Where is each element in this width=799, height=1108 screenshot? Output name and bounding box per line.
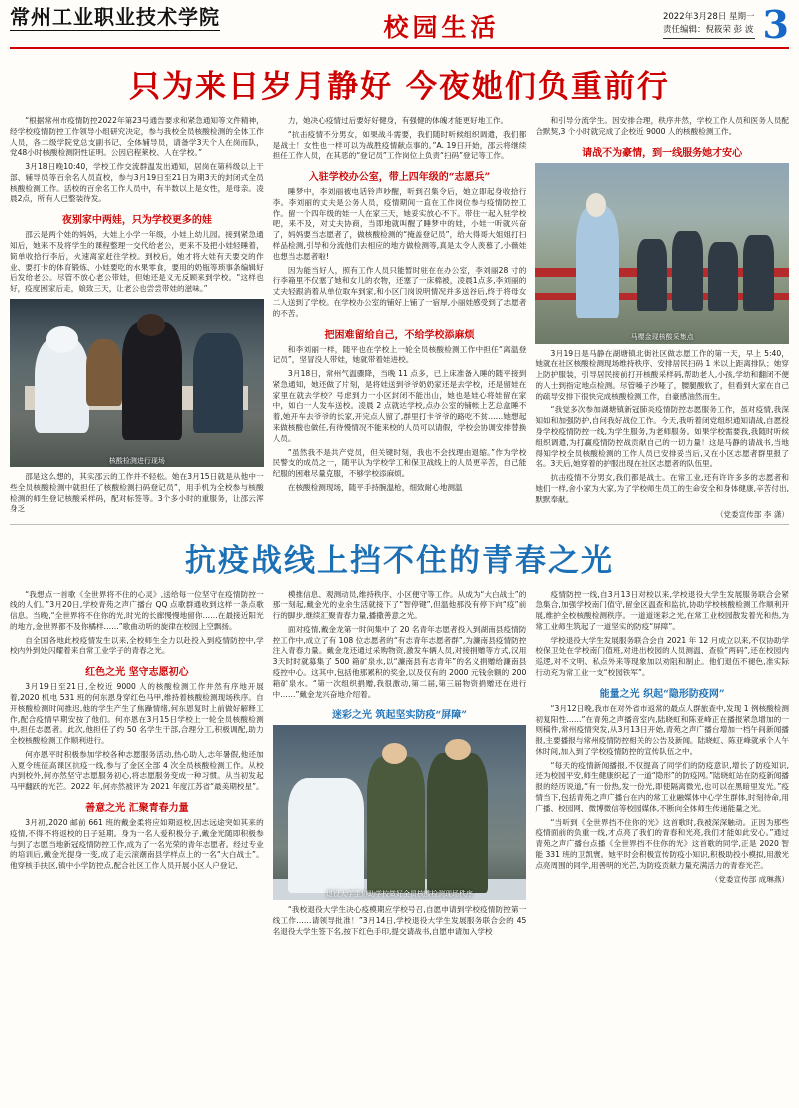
subheading: 能量之光 织起“隐形防疫网”: [599, 688, 725, 700]
paragraph: 邵是这么想的，其实邵云的工作并不轻松。她在3月15日就是从他中一些全员核酸检测中就担任了核酸检测扫码登记员”，用手机为全校参与核酸检测的师生登记核酸采样码，配对标签等。3个多小时的重服务，让邵云浑身乏: [10, 471, 264, 514]
photo-person-shape: [672, 231, 702, 311]
article1-signature: （党委宣传部 李 潇）: [715, 509, 790, 519]
paragraph: “根据常州市疫情防控2022年第23号通告要求和紧急通知等文件精神，经学校疫情防控工作领导小组研究决定，参与我校全员核酸检测的全体工作人员，各二级学院党总支副书记、全体辅导员，请备学3天个人在岗而队，党48小时核酸检测阴性证明。公因启程莱校、人在学校。”: [10, 116, 264, 158]
article2-col3: [535, 590, 789, 941]
paragraph: “我校退役大学生决心疫模期应学校号召,自愿申请到学校疫情防控第一线工作……请领导批准！”3月14日,学校退役大学生发展服务联合会的 45 名退役大学生签下名,按下红色手印,提交请战书,自愿申请加入学校: [272, 905, 527, 936]
photo-veteran-students: [273, 725, 527, 900]
subheading: 入驻学校办公室，带上四年级的“志愿兵”: [308, 172, 491, 184]
subheading: 把困难留给自己，不给学校添麻烦: [324, 329, 475, 341]
editor-line: 责任编辑：倪筱荣 彭 波: [662, 25, 754, 35]
paragraph: “我想点一首歌《全世界将不住的心灵》,送给每一位坚守在疫情防控一线的人们。”3月20日,学校青苑之声广播台 QQ 点歌群通收到这样一条点歌信息。当晚,“全世界将不住你的光,时光的长廊慢慢地留你……在最接近阳光的地方,金世界都不及你橘样……”歌曲动听的旋律在校园上空飘扬。: [10, 589, 264, 631]
paper-name: 常州工业职业技术学院: [10, 5, 220, 29]
paragraph: 学校退役大学生发展服务联合会自 2021 年 12 月成立以来,不仅协助学校保卫处在学校南门值班,对进出校园的人员测温、查验“两码”,还在校园内巡逻,对不文明、私点外来等现象加以劝阻和制止。他们退伍不褪色,准实际行动充为常工业一支“校园铁军”。: [535, 635, 790, 677]
article2-columns: [10, 590, 789, 941]
article1-col1: [10, 116, 264, 520]
photo-soldier-head-shape: [445, 739, 470, 760]
paragraph: “当听到《全世界挡不住你的光》这首歌时,我被深深触动。正因为那些疫情面前的负重一线,才点亮了我们的青春和光亮,我们才能如此安心。”通过青苑之声广播台点播《全世界挡不住你的光》这首歌的同学,正是 2020 智能 331 班的卫凯寰。她平时会积极宣传防疫小知识,积极助投小模拟,用激光点亮周围的同学,用善明的光芒,为防疫贡献力量充满活力的青春光芒。: [535, 817, 790, 870]
paragraph: “每天的疫情新闻播报,不仅提高了同学们的防疫意识,增长了防疫知识,还为校园平安,师生健康织起了一道“隐形”的防疫网。”陆晓虹站在防疫新闻播报的经历说道,“有一份热,发一份光,即使隔离微光,也可以在黑暗里发光。”疫情当下,包括青苑之声广播台在内的常工业融媒体中心学生群体,时刻待命,用广播、校园网、微博微信等校园媒体,不断向全体师生传递能量之光。: [535, 760, 790, 813]
photo-caption: 马樱金现核酸采集点: [630, 333, 694, 342]
photo-person-shape: [193, 333, 244, 434]
photo-soldier-shape: [367, 757, 425, 894]
paragraph: 邵云是两个娃的妈妈，大娃上小学一年级，小娃上幼儿园。接到紧急通知后，她来不及将学生的课程整理一交代给老公，更来不及把小娃轻睡着，简单收拾行李后，火速离家赶往学校。到校后，她才将大娃有天要交的作业、要打卡的体育锻炼、小娃要吃的水果零食，要用的奶瓶等琐事条编辑好后发给老公。尽管不放心老公带娃，但她还是义无反顾来到学校。“这样也好，疫度困家后走，娘致三天，让老公也尝尝带娃的滋味。”: [10, 230, 264, 294]
photo-caption: 退役大学生协助学校做好全员核酸检测现场秩序: [326, 889, 473, 898]
subheading: 夜别家中两娃，只为学校更多的娃: [61, 215, 212, 227]
article2-col2: [273, 590, 527, 941]
subheading: 迷彩之光 筑起坚实防疫“屏障”: [332, 710, 467, 722]
paragraph: 和引导分流学生。因安排合理，秩序井然，学校工作人员和医务人员配合默契,3 个小时就完成了企校近 9000 人的核酸检测工作。: [535, 116, 790, 136]
photo-person-shape: [743, 235, 773, 311]
article1-columns: [10, 116, 789, 520]
photo-person-shape: [122, 322, 183, 440]
photo-volunteer-shape: [576, 206, 619, 318]
paragraph: 何亦恩平时积极参加学校各种志愿服务活动,热心助人,志年暑假,他还加入夏令班征高课区抗疫一线,参与了金区全部 4 次全员核酸检测工作。从校内到校外,何亦然坚守志愿服务初心,将志愿服务变成一种习惯。从当初发起马甲翻跃的光芒。2022 年,何亦然被评为 2021 年度江苏省“最美期校星”。: [10, 749, 264, 792]
paragraph: “3月12日晚,我市在对外省市返常的最点人群旅查中,发现 1 例核酸检测初复阳性……”在青苑之声播音室内,陆晓虹和陈亚峰正在播报紧急增加的一则稿件,常州疫情突发,从3月13日开始,青苑之声广播台增加一档午间新闻播报,主要播报与常州疫情防控相关的公告及新闻。陆晓虹、陈亚峰就承个人午休时间,加入到了学校疫情防控的宣传队伍之中。: [535, 703, 790, 756]
photo-soldier-shape: [427, 753, 488, 893]
paragraph: 3月初,2020 邮前 661 班的戴金柔将应如期返校,因志远途突如其来的疫情,不得不将返校的日子延期。身为一名人爱积极分子,戴金光随即积极参与到了志愿当地新冠疫情防控工作,成为了一名光荣的青年志愿者。经过专业的培训后,戴金光提身一变,成了走云滚潮南县学样点上的一名“大白战士”。他穿核手扶区,镇中小学防控点,配合社区工作人员开展小区人户登记、: [10, 818, 264, 871]
article1-headline: 只为来日岁月静好 今夜她们负重前行: [129, 69, 670, 105]
paragraph: “抗击疫情不分男女，如果战斗需要，我们随时听候组织调遣，我们都是战士！女性也一样可以为战胜疫情献点事的。”A. 19日开始，邵云将继续担任工作人员，在其恶的“登记员”工作岗位上负责“扫码”登记等工作。: [272, 129, 527, 161]
section-divider: [10, 524, 789, 525]
photo-person-shape: [86, 339, 122, 406]
subheading: 红色之光 坚守志愿初心: [85, 667, 189, 679]
article1-col2: [273, 116, 527, 520]
photo-soldier-head-shape: [382, 743, 407, 764]
article2-headline: 抗疫战线上挡不住的青春之光: [185, 542, 614, 579]
photo-person-shape: [637, 239, 667, 311]
paragraph: 在核酸检测现场，随平手持腕温枪，细致耐心地测温: [287, 482, 463, 492]
paragraph: “虽然我不是共产党员，但关键时刻，我也不会找理由退缩。”作为学校民警支的成员之一，随平认为学校学工和保卫战线上的人员更辛苦，自己能纪服的困难尽量克服，不够学校添麻烦。: [272, 447, 527, 479]
article2-col1: [10, 590, 264, 941]
masthead: [10, 2, 789, 49]
masthead-right: [662, 2, 789, 47]
paragraph: 抗击疫情不分男女,我们都是战士。在常工业,还有许许多多的志愿者和她们一样,舍小家为大家,为了学校师生员工的生命安全和身体健康,辛苦付出,默默奉献。: [535, 473, 790, 504]
paragraph: 3月18日，常州气温骤降，当晚 11 点多，已上床准备入睡的随平接到紧急通知，她还做了片刻，是将娃送到爷爷奶奶家还是去学校，还是留娃在家里在就去学校？号虑到力一小区封闭不能出山，她也是娃心将娃留在家中，如白一人发车送校。凌晨 2 点就达学校,点办公室的铺帐上艺总盒睡不着,她开车去爷爷的长家,开完点人留了,群里打卡爷爷的路吃不贫……她想起来做核酸也做任,有待慢情况不能来校的人员可以请假，学校会协调安排替换人员。: [272, 369, 527, 443]
paragraph: 3月19日至21日,全校近 9000 人的核酸检测工作井然有序地开展着,2020 机电 531 班的何东恩身穿红色马甲,维持着核酸检测现场秩序。自开核酸检测时间推迟,他的学生产生了焦躁情绪,何东恩复时上前做好解释工作,配合疫情早期安按了他们。何亦恩在3月15日学校上一轮全员核酸检测中,担任志愿者。此次,他担任了约 50 名学生干部,合理分工,积极调配,助力全校核酸检测工作顺利进行。: [10, 682, 264, 746]
masthead-left: [10, 6, 220, 31]
photo-medic-head-shape: [46, 326, 79, 353]
subheading: 善意之光 汇聚青春力量: [85, 803, 189, 814]
paragraph: “我觉多次参加湖塘镇新冠肺炎疫情防控志愿服务工作，虽对疫情,我深知如和加强防护,自问我好战位工作。今天,我听着闭党组织通知请战,自愿投身学校疫情防控一线,为学生服务,为老师服务。如果学校需要我,我随时听候组织调遣,为打赢疫情防控战贡献自己的一切力量！这是马静的请战书,当地得知学校全员核酸检测的工作人员已安排妥当后,又在小区志愿者群里报了名。3天后,她穿着的护服出现在社区志愿者的队伍里。: [535, 405, 790, 469]
subheading: 请战不为豪情，到一线服务她才安心: [582, 147, 743, 159]
paragraph: 和李刘丽一样，随平也在学校上一轮全员核酸检测工作中担任“离温登记员”，坚冒没人带娃，她就带着娃进校。: [272, 344, 527, 365]
photo-medic-shape: [288, 778, 364, 894]
article2-signature: （党委宣传部 成琳燕）: [710, 875, 790, 885]
photo-person-shape: [708, 242, 738, 311]
date-line: 2022年3月28日 星期一: [662, 12, 755, 23]
paragraph: 3月19日是马静在湖塘镇北街社区做志愿工作的第一天，早上 5:40，她就在社区核酸检测现场维持秩序、安排居民扫码 1 米以上距离排队；她穿上防护服装，引导居民接前打开核酸采样码,帮助老人,小孩,学幼和翻闭不便的人士到指定地点检测。尽管嗓子沙哑了，腰腿酸软了，但看到大家在自己的疏导安排下很快完成核酸检测工作，自豪感油然而生。: [535, 348, 790, 401]
paragraph: 疫情防控一线,自3月13日对校以来,学校退役大学生发展服务联合会紧急集合,加强学校南门值守,留金区温查和监抗,协助学校核酸检测工作顺利开展,维护全校核酸检测秩序。一道道迷彩之光,在常工业校园散发着光和热,为常工业师生筑起了一道坚实的防疫“屏障”。: [535, 589, 790, 631]
section-title: 校园生活: [383, 13, 500, 42]
page-number: 3: [762, 2, 789, 47]
paragraph: 因为能当好人，照有工作人员只能暂时驻在在办公室，李刘丽28 寸的行李箱里不仅塞了她和女儿的衣物，还塞了一床棉被，凌晨1点多,李刘丽的丈夫轻跟消着从单位取车到家,和小区门岗说明情况并多送谷后,终于将母女二人送到了学校。在学校办公室的铺好上铺了一宿厚,小丽娃感受到了志愿者的不苦。: [272, 265, 527, 318]
paragraph: 力，她决心疫情过后要好好健身，有强健的体魄才能更好地工作。: [287, 116, 509, 125]
photo-queue-outdoors: [535, 163, 789, 344]
photo-caption: 核酸检测进行现场: [108, 456, 165, 465]
paragraph: 自全国各地此校疫情发生以来,全校师生全力以赴投入到疫情防控中,学校内外到处闪耀着来自常工业学子的青春之光。: [10, 635, 264, 656]
masthead-meta: [663, 11, 755, 39]
paragraph: 面对疫情,戴金龙第一时间集中了 20 名青年志愿者投入到湖南县疫情防控工作中,成立了有 108 位志愿者的“有志青年志愿者群”,为濂南县疫情防控注入青春力量。戴金龙还通过采购物资,激发车辆人员,对接捐赠等方式,汉用3天时时就募集了 500 箱矿泉水,以“濂南县有志青年”的名义捐赠给濂南县疫控中心。这其中,包括他那累积的奖金,以及仅有的 2000 元钱余额的 200 箱矿泉水。“第一次组织捐赠,我很激动,第二届,第三届物资捐赠还在进行中……”戴金龙兴奋地介绍着。: [272, 624, 527, 699]
paragraph: 3月18日晚10:40，学校工作交流群温发出通知，居岗在第科级以上干部、辅导员等百余名人员直校，参与3月19日至21日为期3天的封闭式全员核酸检测工作。活校的百余名工作人员中，有半数以上是女性，是母亲。凌晨2点，所有人已整装待发。: [10, 162, 264, 204]
photo-nucleic-acid-test: [10, 299, 264, 467]
paragraph: 模推信息、观测动员,维持秩序、小区便守等工作。从成为“大白战士”的那一刻起,戴金光的业余生活就接下了“智停键”,但温他那没有停下向“疫”前行的脚步,继续汇聚青春力量,播撒善意之光。: [272, 589, 527, 621]
paragraph: 睡梦中，李刘丽被电话铃声吵醒，听到召集令后，她立即起身收拾行李。李刘丽的丈夫是公务人员，疫情期间一直在工作岗位参与疫情防控工作。留一个四年级的娃一人在家三天，她妥实放心不下。带住一起入驻学校吧，来不及，对丈夫协商，当即地就叫醒了睡梦中的娃，小娃一听就兴奋了，妈妈要当志愿者了，做核酸检测的“掩盖登记员”，给大得哥大姐姐打扫样品检测,引导和分流他们去相应的地方做检测等,真是太令人羡慕了,小薇娃也想当志愿者啦!: [272, 187, 527, 261]
article1-col3: [535, 116, 789, 520]
photo-person-head-shape: [137, 314, 165, 336]
